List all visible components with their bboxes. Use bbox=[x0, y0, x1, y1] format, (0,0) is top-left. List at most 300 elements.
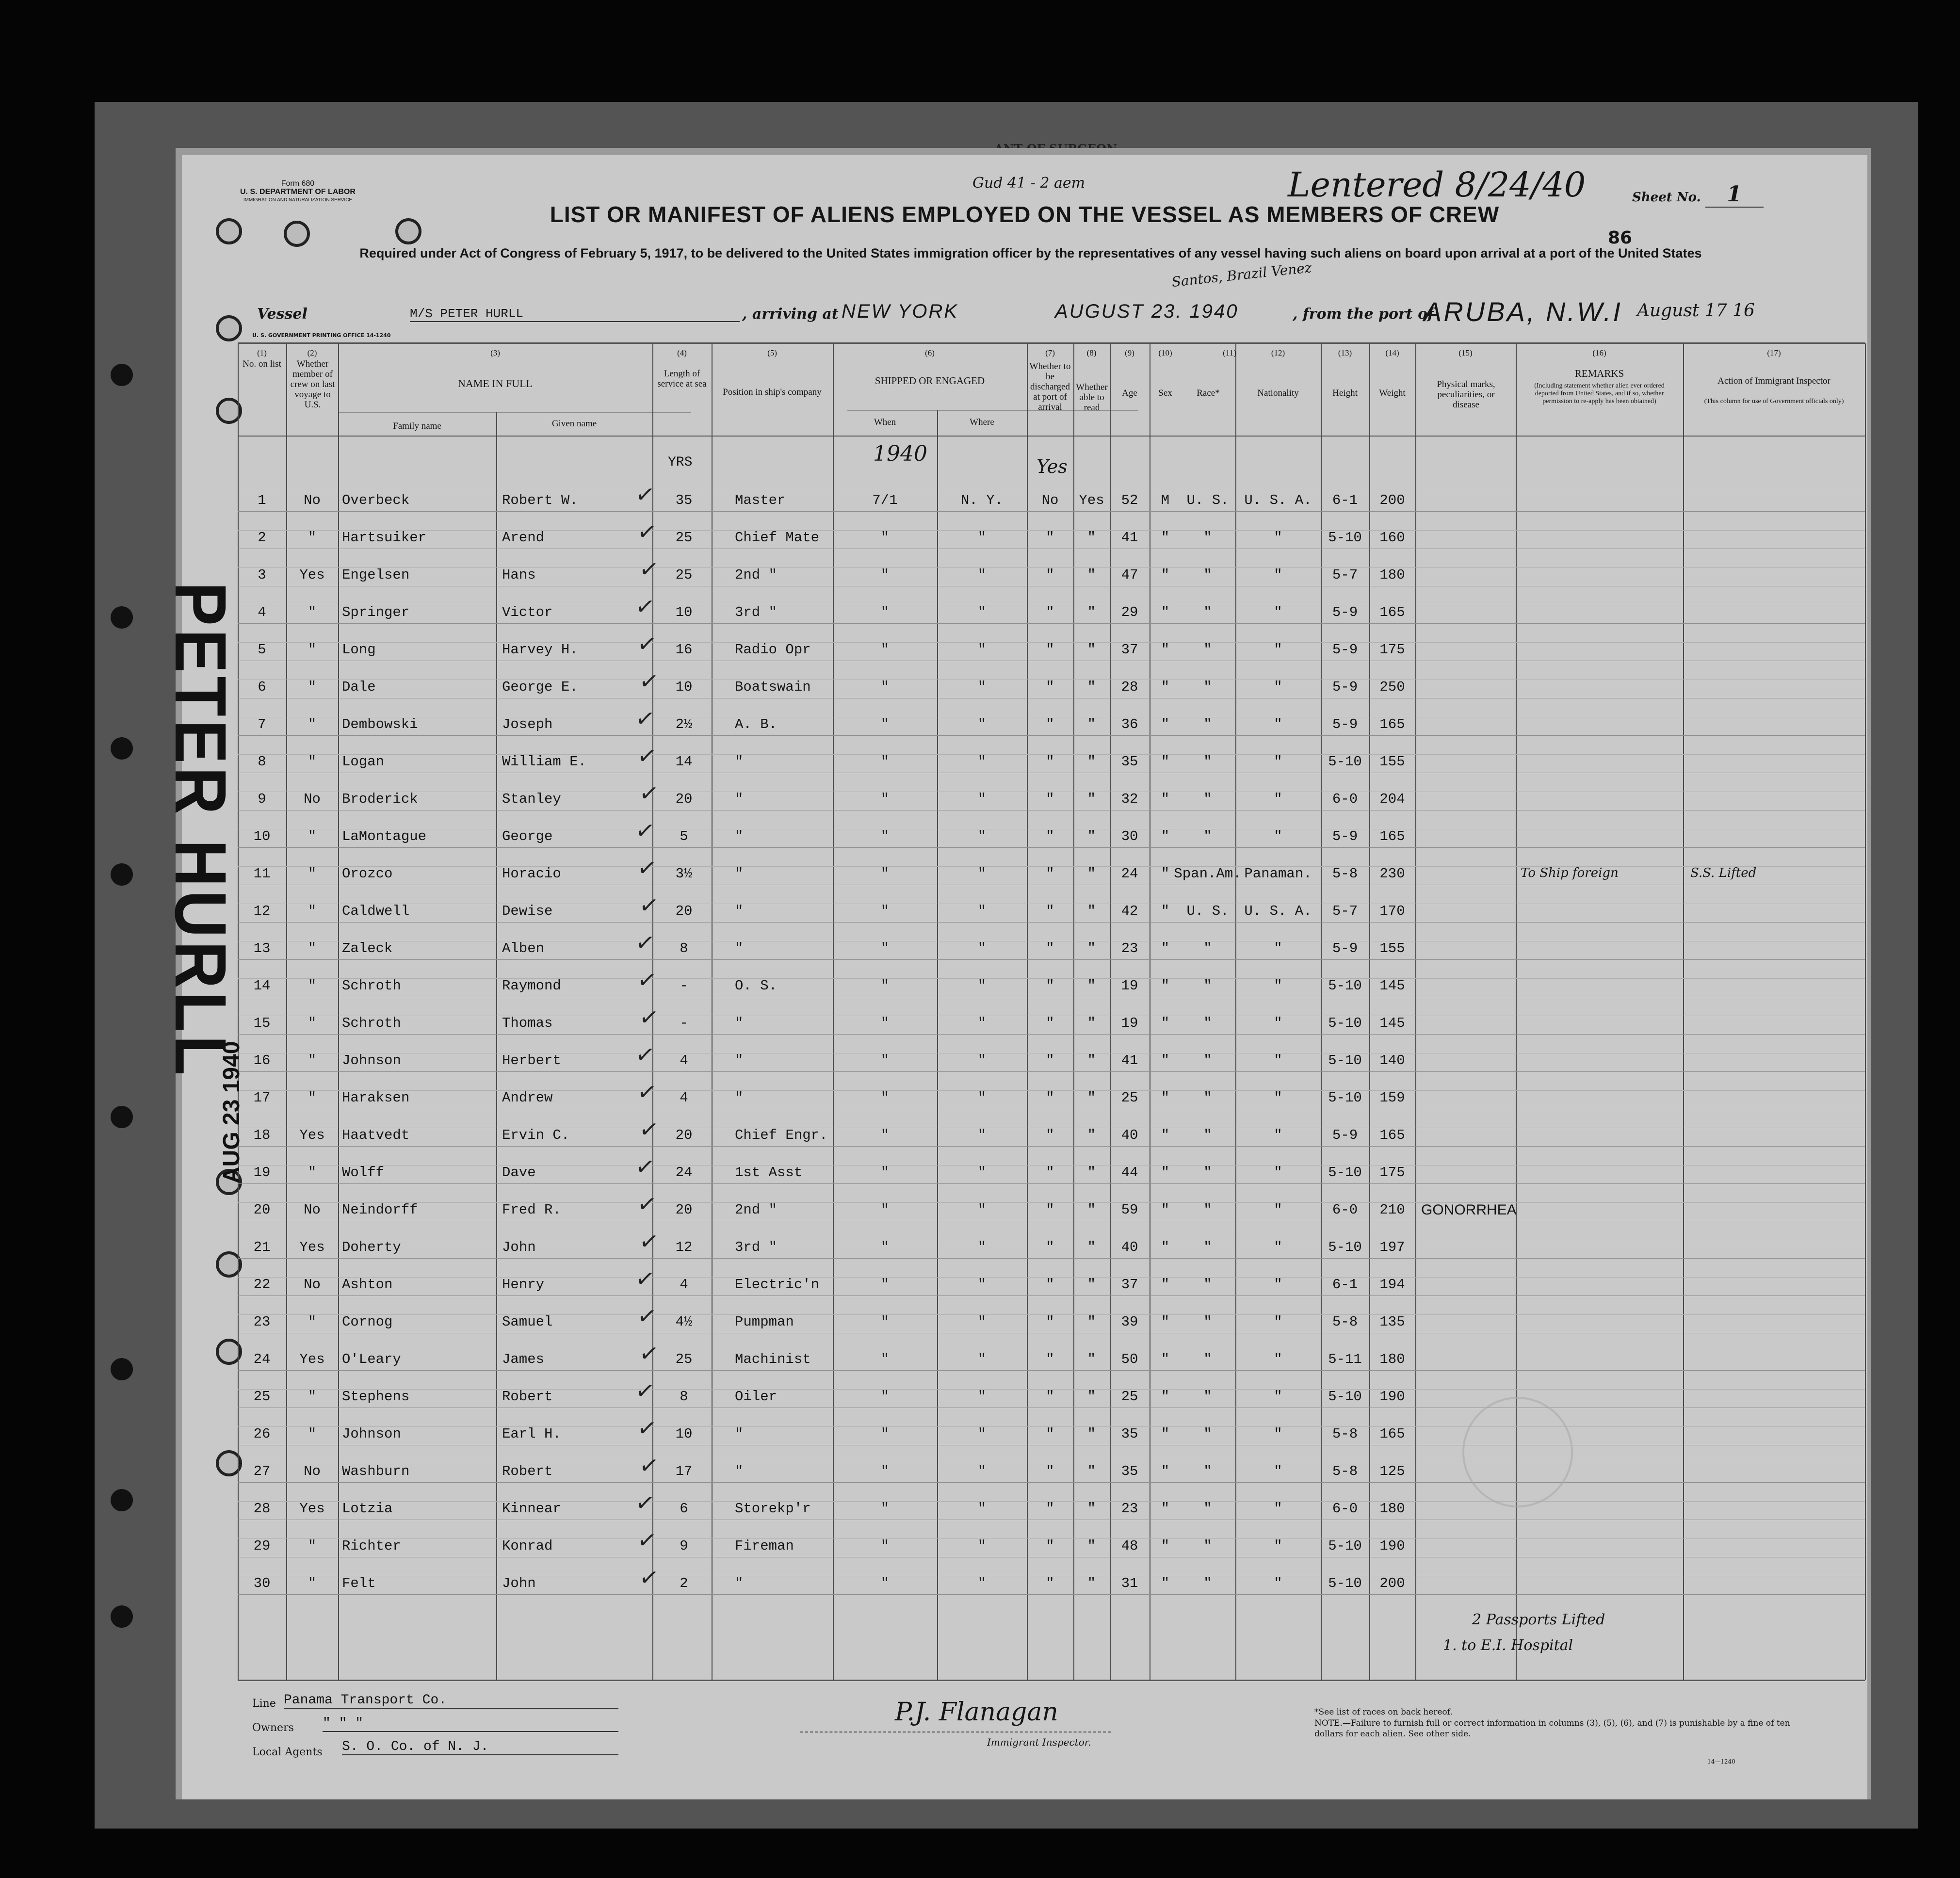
col-num: (16) bbox=[1592, 348, 1606, 357]
cell-prev: Yes bbox=[299, 1501, 325, 1517]
cell-nat: " bbox=[1274, 530, 1282, 546]
cell-sex: " bbox=[1161, 1538, 1170, 1554]
cell-dis: " bbox=[1046, 1277, 1054, 1293]
row-rule bbox=[238, 1183, 1865, 1184]
cell-nat: " bbox=[1274, 642, 1282, 658]
cell-prev: " bbox=[308, 754, 317, 770]
cell-age: 39 bbox=[1121, 1314, 1138, 1330]
cell-race: " bbox=[1203, 978, 1212, 994]
cell-family: Zaleck bbox=[342, 940, 393, 956]
cell-ht: 5-10 bbox=[1328, 1239, 1362, 1255]
cell-where: " bbox=[977, 940, 987, 956]
cell-prev: " bbox=[308, 604, 317, 620]
official-seal bbox=[1462, 1397, 1573, 1507]
cell-ht: 5-10 bbox=[1328, 754, 1362, 770]
cell-where: " bbox=[977, 642, 987, 658]
cell-where: " bbox=[977, 1165, 987, 1181]
form-department: U. S. DEPARTMENT OF LABOR bbox=[240, 188, 356, 196]
cell-nat: " bbox=[1274, 1239, 1282, 1255]
cell-no: 12 bbox=[253, 903, 271, 919]
cell-dis: " bbox=[1046, 567, 1054, 583]
check-mark-icon: ✓ bbox=[637, 1003, 661, 1033]
col-header-position: Position in ship's company bbox=[723, 387, 822, 397]
cell-ht: 5-10 bbox=[1328, 1015, 1362, 1031]
cell-no: 5 bbox=[258, 642, 266, 658]
cell-given: Harvey H. bbox=[502, 642, 578, 658]
cell-yrs: 20 bbox=[675, 1127, 693, 1143]
cell-prev: Yes bbox=[299, 1351, 325, 1367]
check-mark-icon: ✓ bbox=[635, 1301, 659, 1331]
cell-where: " bbox=[977, 1277, 987, 1293]
check-mark-icon: ✓ bbox=[633, 1152, 657, 1182]
cell-yrs: 2 bbox=[680, 1575, 688, 1591]
cell-read: Yes bbox=[1079, 492, 1104, 508]
check-mark-icon: ✓ bbox=[635, 629, 659, 659]
check-mark-icon: ✓ bbox=[637, 554, 661, 584]
side-stamp-date: AUG 23 1940 bbox=[219, 1041, 244, 1183]
cell-nat: " bbox=[1274, 1538, 1282, 1554]
cell-sex: " bbox=[1161, 866, 1170, 882]
cell-ht: 6-0 bbox=[1332, 791, 1358, 807]
races-note: *See list of races on back hereof. bbox=[1314, 1707, 1453, 1717]
cell-no: 4 bbox=[258, 604, 266, 620]
cell-given: Horacio bbox=[502, 866, 561, 882]
col-header-prev-voyage: Whether member of crew on last voyage to U.S. bbox=[290, 359, 335, 410]
cell-age: 59 bbox=[1121, 1202, 1138, 1218]
cell-read: " bbox=[1087, 940, 1096, 956]
cell-age: 25 bbox=[1121, 1389, 1138, 1405]
row-rule bbox=[238, 1071, 1865, 1072]
cell-where: " bbox=[977, 791, 987, 807]
cell-no: 10 bbox=[253, 828, 271, 844]
cell-sex: " bbox=[1161, 754, 1170, 770]
cell-given: Victor bbox=[502, 604, 553, 620]
col-header-shipped: SHIPPED OR ENGAGED bbox=[875, 375, 985, 387]
cell-yrs: 24 bbox=[675, 1165, 693, 1181]
cell-dis: " bbox=[1046, 716, 1054, 732]
col-num: (3) bbox=[490, 348, 500, 357]
cell-nat: " bbox=[1274, 1426, 1282, 1442]
cell-where: " bbox=[977, 1538, 987, 1554]
check-mark-icon: ✓ bbox=[633, 480, 657, 510]
cell-family: Johnson bbox=[342, 1426, 401, 1442]
cell-wt: 200 bbox=[1379, 492, 1405, 508]
cell-when: " bbox=[880, 1575, 890, 1591]
cell-nat: " bbox=[1274, 1389, 1282, 1405]
cell-family: Haraksen bbox=[342, 1090, 410, 1106]
cell-age: 37 bbox=[1121, 1277, 1138, 1293]
cell-where: " bbox=[977, 1463, 987, 1479]
cell-prev: " bbox=[308, 866, 317, 882]
yes-note: Yes bbox=[1037, 456, 1068, 477]
col-num: (11) bbox=[1223, 348, 1236, 357]
cell-sex: " bbox=[1161, 791, 1170, 807]
header-bottom-border bbox=[238, 436, 1865, 437]
cell-ht: 5-9 bbox=[1332, 642, 1358, 658]
cell-wt: 155 bbox=[1379, 754, 1405, 770]
cell-wt: 194 bbox=[1379, 1277, 1405, 1293]
cell-when: " bbox=[880, 828, 890, 844]
cell-pos: " bbox=[735, 1463, 744, 1479]
cell-prev: " bbox=[308, 1165, 317, 1181]
cell-when: " bbox=[880, 604, 890, 620]
cell-ht: 5-10 bbox=[1328, 530, 1362, 546]
cell-when: " bbox=[880, 1015, 890, 1031]
cell-yrs: - bbox=[680, 978, 688, 994]
cell-where: " bbox=[977, 754, 987, 770]
binding-hole bbox=[111, 364, 133, 386]
side-stamp-vessel: PETER HURLL bbox=[160, 582, 242, 1079]
cell-yrs: 10 bbox=[675, 679, 693, 695]
cell-nat: U. S. A. bbox=[1244, 492, 1312, 508]
inspector-signature: P.J. Flanagan bbox=[895, 1698, 1058, 1727]
col-divider bbox=[1865, 343, 1866, 1680]
yrs-label: YRS bbox=[668, 455, 693, 470]
cell-pos: " bbox=[735, 1426, 744, 1442]
cell-family: Wolff bbox=[342, 1165, 385, 1181]
line-value: Panama Transport Co. bbox=[284, 1693, 618, 1709]
binding-hole bbox=[111, 863, 133, 886]
hospital-note: 1. to E.I. Hospital bbox=[1443, 1637, 1573, 1654]
cell-read: " bbox=[1087, 1090, 1096, 1106]
cell-wt: 175 bbox=[1379, 1165, 1405, 1181]
printer-line: U. S. GOVERNMENT PRINTING OFFICE 14-1240 bbox=[252, 332, 391, 339]
cell-prev: " bbox=[308, 1538, 317, 1554]
check-mark-icon: ✓ bbox=[635, 1413, 659, 1443]
cell-sex: M bbox=[1161, 492, 1170, 508]
cell-family: Doherty bbox=[342, 1239, 401, 1255]
cell-wt: 250 bbox=[1379, 679, 1405, 695]
col-header-no: No. on list bbox=[243, 359, 281, 369]
cell-sex: " bbox=[1161, 1389, 1170, 1405]
col-header-physical: Physical marks, peculiarities, or disease bbox=[1437, 379, 1495, 410]
cell-sex: " bbox=[1161, 530, 1170, 546]
line-label: Line bbox=[252, 1698, 276, 1710]
cell-yrs: 12 bbox=[675, 1239, 693, 1255]
cell-family: Springer bbox=[342, 604, 410, 620]
cell-family: Schroth bbox=[342, 978, 401, 994]
cell-no: 11 bbox=[253, 866, 271, 882]
cell-wt: 165 bbox=[1379, 1127, 1405, 1143]
cell-no: 9 bbox=[258, 791, 266, 807]
cell-dis: " bbox=[1046, 1575, 1054, 1591]
col-num: (14) bbox=[1385, 348, 1399, 357]
cell-prev: " bbox=[308, 642, 317, 658]
cell-when: " bbox=[880, 1165, 890, 1181]
cell-age: 37 bbox=[1121, 642, 1138, 658]
check-mark-icon: ✓ bbox=[633, 592, 657, 622]
cell-when: " bbox=[880, 679, 890, 695]
agents-label: Local Agents bbox=[252, 1746, 323, 1758]
cell-yrs: 4 bbox=[680, 1090, 688, 1106]
cell-given: Robert bbox=[502, 1463, 553, 1479]
cell-when: " bbox=[880, 903, 890, 919]
cell-no: 6 bbox=[258, 679, 266, 695]
cell-pos: Machinist bbox=[735, 1351, 811, 1367]
col-num: (1) bbox=[257, 348, 267, 357]
cell-pos: Chief Engr. bbox=[735, 1127, 828, 1143]
cell-nat: " bbox=[1274, 1015, 1282, 1031]
cell-dis: " bbox=[1046, 1538, 1054, 1554]
cell-family: Felt bbox=[342, 1575, 376, 1591]
cell-prev: " bbox=[308, 1314, 317, 1330]
cell-no: 1 bbox=[258, 492, 266, 508]
cell-family: Dembowski bbox=[342, 716, 418, 732]
cell-when: " bbox=[880, 1538, 890, 1554]
cell-nat: " bbox=[1274, 1277, 1282, 1293]
top-stamp-note: Gud 41 - 2 aem bbox=[972, 175, 1085, 192]
row-rule bbox=[238, 623, 1865, 624]
row-rule bbox=[238, 735, 1865, 736]
cell-wt: 180 bbox=[1379, 1501, 1405, 1517]
cell-where: " bbox=[977, 978, 987, 994]
cell-no: 30 bbox=[253, 1575, 271, 1591]
cell-pos: Electric'n bbox=[735, 1277, 820, 1293]
cell-nat: " bbox=[1274, 978, 1282, 994]
cell-dis: " bbox=[1046, 828, 1054, 844]
cell-prev: " bbox=[308, 1575, 317, 1591]
cell-yrs: 20 bbox=[675, 1202, 693, 1218]
cell-no: 8 bbox=[258, 754, 266, 770]
cell-dis: " bbox=[1046, 1426, 1054, 1442]
cell-wt: 165 bbox=[1379, 1426, 1405, 1442]
cell-ht: 5-10 bbox=[1328, 1538, 1362, 1554]
cell-when: " bbox=[880, 1501, 890, 1517]
cell-read: " bbox=[1087, 1575, 1096, 1591]
cell-pos: " bbox=[735, 1052, 744, 1069]
cell-where: " bbox=[977, 1090, 987, 1106]
cell-prev: " bbox=[308, 940, 317, 956]
cell-when: " bbox=[880, 940, 890, 956]
cell-given: Hans bbox=[502, 567, 536, 583]
cell-wt: 200 bbox=[1379, 1575, 1405, 1591]
cell-where: " bbox=[977, 1426, 987, 1442]
cell-wt: 230 bbox=[1379, 866, 1405, 882]
sheet-label: Sheet No. bbox=[1632, 190, 1701, 205]
cell-race: " bbox=[1203, 1389, 1212, 1405]
cell-family: Washburn bbox=[342, 1463, 410, 1479]
passports-note: 2 Passports Lifted bbox=[1472, 1611, 1605, 1628]
page-subtitle: Required under Act of Congress of February 5, 1917, to be delivered to the United States immigration officer by the representatives of any vessel having such aliens on board upon arrival at a port of the United States bbox=[359, 246, 1702, 260]
check-mark-icon: ✓ bbox=[635, 853, 659, 883]
cell-when: " bbox=[880, 1463, 890, 1479]
cell-ht: 5-7 bbox=[1332, 903, 1358, 919]
cell-sex: " bbox=[1161, 679, 1170, 695]
cell-no: 21 bbox=[253, 1239, 271, 1255]
cell-family: Broderick bbox=[342, 791, 418, 807]
col-num: (15) bbox=[1458, 348, 1473, 357]
cell-family: Engelsen bbox=[342, 567, 410, 583]
cell-pos: Chief Mate bbox=[735, 530, 820, 546]
cell-pos: Fireman bbox=[735, 1538, 794, 1554]
cell-age: 35 bbox=[1121, 1463, 1138, 1479]
cell-race: Span.Am. bbox=[1174, 866, 1242, 882]
check-mark-icon: ✓ bbox=[633, 1264, 657, 1294]
cell-pos: 1st Asst bbox=[735, 1165, 803, 1181]
check-mark-icon: ✓ bbox=[637, 1451, 661, 1481]
cell-age: 48 bbox=[1121, 1538, 1138, 1554]
cell-where: " bbox=[977, 1202, 987, 1218]
check-mark-icon: ✓ bbox=[637, 1339, 661, 1369]
cell-sex: " bbox=[1161, 978, 1170, 994]
cell-yrs: 4 bbox=[680, 1277, 688, 1293]
cell-sex: " bbox=[1161, 1052, 1170, 1069]
row-rule bbox=[238, 922, 1865, 923]
cell-no: 18 bbox=[253, 1127, 271, 1143]
cell-where: " bbox=[977, 679, 987, 695]
col-divider bbox=[1415, 343, 1416, 1680]
cell-when: " bbox=[880, 1052, 890, 1069]
cell-read: " bbox=[1087, 1501, 1096, 1517]
cell-read: " bbox=[1087, 828, 1096, 844]
cell-prev: No bbox=[304, 492, 321, 508]
cell-given: Arend bbox=[502, 530, 545, 546]
cell-where: " bbox=[977, 1575, 987, 1591]
cell-yrs: 8 bbox=[680, 1389, 688, 1405]
cell-yrs: 4 bbox=[680, 1052, 688, 1069]
cell-dis: " bbox=[1046, 1501, 1054, 1517]
cell-age: 40 bbox=[1121, 1127, 1138, 1143]
cell-sex: " bbox=[1161, 1501, 1170, 1517]
cell-wt: 140 bbox=[1379, 1052, 1405, 1069]
row-rule bbox=[238, 1594, 1865, 1595]
santos-note: Santos, Brazil Venez bbox=[1171, 259, 1312, 291]
cell-family: Cornog bbox=[342, 1314, 393, 1330]
cell-yrs: 20 bbox=[675, 791, 693, 807]
cell-ht: 5-10 bbox=[1328, 1165, 1362, 1181]
binding-hole bbox=[111, 737, 133, 760]
cell-dis: " bbox=[1046, 1090, 1054, 1106]
col-num: (5) bbox=[767, 348, 777, 357]
cell-race: U. S. bbox=[1186, 903, 1229, 919]
col-num: (7) bbox=[1045, 348, 1055, 357]
cell-when: " bbox=[880, 1277, 890, 1293]
cell-ht: 5-8 bbox=[1332, 1426, 1358, 1442]
cell-sex: " bbox=[1161, 940, 1170, 956]
cell-given: Robert W. bbox=[502, 492, 578, 508]
cell-prev: " bbox=[308, 1389, 317, 1405]
cell-yrs: 5 bbox=[680, 828, 688, 844]
cell-pos: Pumpman bbox=[735, 1314, 794, 1330]
check-mark-icon: ✓ bbox=[635, 1189, 659, 1219]
cell-age: 23 bbox=[1121, 1501, 1138, 1517]
cell-nat: " bbox=[1274, 1501, 1282, 1517]
cell-dis: " bbox=[1046, 1314, 1054, 1330]
cell-action: S.S. Lifted bbox=[1690, 866, 1757, 880]
cell-pos: 3rd " bbox=[735, 604, 778, 620]
cell-pos: Oiler bbox=[735, 1389, 778, 1405]
cell-wt: 204 bbox=[1379, 791, 1405, 807]
cell-no: 14 bbox=[253, 978, 271, 994]
cell-dis: " bbox=[1046, 642, 1054, 658]
cell-nat: " bbox=[1274, 1202, 1282, 1218]
cell-age: 40 bbox=[1121, 1239, 1138, 1255]
cell-read: " bbox=[1087, 866, 1096, 882]
cell-sex: " bbox=[1161, 828, 1170, 844]
cell-age: 31 bbox=[1121, 1575, 1138, 1591]
col-header-height: Height bbox=[1332, 388, 1358, 398]
cell-race: " bbox=[1203, 1314, 1212, 1330]
check-mark-icon: ✓ bbox=[637, 890, 661, 921]
cell-remarks: To Ship foreign bbox=[1521, 866, 1619, 880]
cell-given: William E. bbox=[502, 754, 587, 770]
cell-family: Neindorff bbox=[342, 1202, 418, 1218]
cell-given: Robert bbox=[502, 1389, 553, 1405]
cell-wt: 125 bbox=[1379, 1463, 1405, 1479]
cell-nat: " bbox=[1274, 679, 1282, 695]
cell-race: " bbox=[1203, 1127, 1212, 1143]
cell-where: " bbox=[977, 1015, 987, 1031]
cell-race: " bbox=[1203, 604, 1212, 620]
cell-sex: " bbox=[1161, 1239, 1170, 1255]
cell-ht: 5-9 bbox=[1332, 604, 1358, 620]
cell-prev: " bbox=[308, 978, 317, 994]
cell-no: 20 bbox=[253, 1202, 271, 1218]
cell-age: 30 bbox=[1121, 828, 1138, 844]
cell-where: " bbox=[977, 1052, 987, 1069]
row-rule bbox=[238, 847, 1865, 848]
cell-when: " bbox=[880, 1389, 890, 1405]
cell-family: Stephens bbox=[342, 1389, 410, 1405]
cell-wt: 160 bbox=[1379, 530, 1405, 546]
cell-age: 52 bbox=[1121, 492, 1138, 508]
cell-race: " bbox=[1203, 1463, 1212, 1479]
form-code: 14—1240 bbox=[1707, 1758, 1735, 1765]
cell-no: 27 bbox=[253, 1463, 271, 1479]
cell-nat: " bbox=[1274, 754, 1282, 770]
cell-yrs: 10 bbox=[675, 604, 693, 620]
cell-race: " bbox=[1203, 828, 1212, 844]
cell-read: " bbox=[1087, 1426, 1096, 1442]
cell-age: 19 bbox=[1121, 1015, 1138, 1031]
col-header-where: Where bbox=[970, 417, 994, 427]
cell-where: " bbox=[977, 1314, 987, 1330]
page-number: 86 bbox=[1608, 228, 1633, 248]
cell-age: 35 bbox=[1121, 1426, 1138, 1442]
cell-nat: " bbox=[1274, 828, 1282, 844]
cell-pos: " bbox=[735, 940, 744, 956]
cell-when: " bbox=[880, 642, 890, 658]
cell-sex: " bbox=[1161, 604, 1170, 620]
check-mark-icon: ✓ bbox=[633, 816, 657, 846]
cell-ht: 5-10 bbox=[1328, 1052, 1362, 1069]
cell-age: 41 bbox=[1121, 1052, 1138, 1069]
cell-wt: 180 bbox=[1379, 1351, 1405, 1367]
cell-yrs: 6 bbox=[680, 1501, 688, 1517]
col-divider bbox=[496, 412, 497, 1680]
cell-wt: 165 bbox=[1379, 716, 1405, 732]
cell-read: " bbox=[1087, 1127, 1096, 1143]
cell-when: " bbox=[880, 1314, 890, 1330]
cell-sex: " bbox=[1161, 1202, 1170, 1218]
cell-dis: " bbox=[1046, 1052, 1054, 1069]
cell-dis: No bbox=[1041, 492, 1059, 508]
cell-nat: " bbox=[1274, 716, 1282, 732]
cell-given: Alben bbox=[502, 940, 545, 956]
cell-yrs: 14 bbox=[675, 754, 693, 770]
col-header-action: Action of Immigrant Inspector bbox=[1717, 376, 1830, 386]
col-header-read: Whether able to read bbox=[1076, 382, 1108, 413]
cell-race: " bbox=[1203, 1575, 1212, 1591]
cell-no: 7 bbox=[258, 716, 266, 732]
arriving-label: , arriving at bbox=[742, 306, 839, 323]
cell-family: Orozco bbox=[342, 866, 393, 882]
cell-read: " bbox=[1087, 1463, 1096, 1479]
cell-yrs: 25 bbox=[675, 567, 693, 583]
cell-wt: 165 bbox=[1379, 604, 1405, 620]
cell-prev: " bbox=[308, 1015, 317, 1031]
cell-read: " bbox=[1087, 1239, 1096, 1255]
